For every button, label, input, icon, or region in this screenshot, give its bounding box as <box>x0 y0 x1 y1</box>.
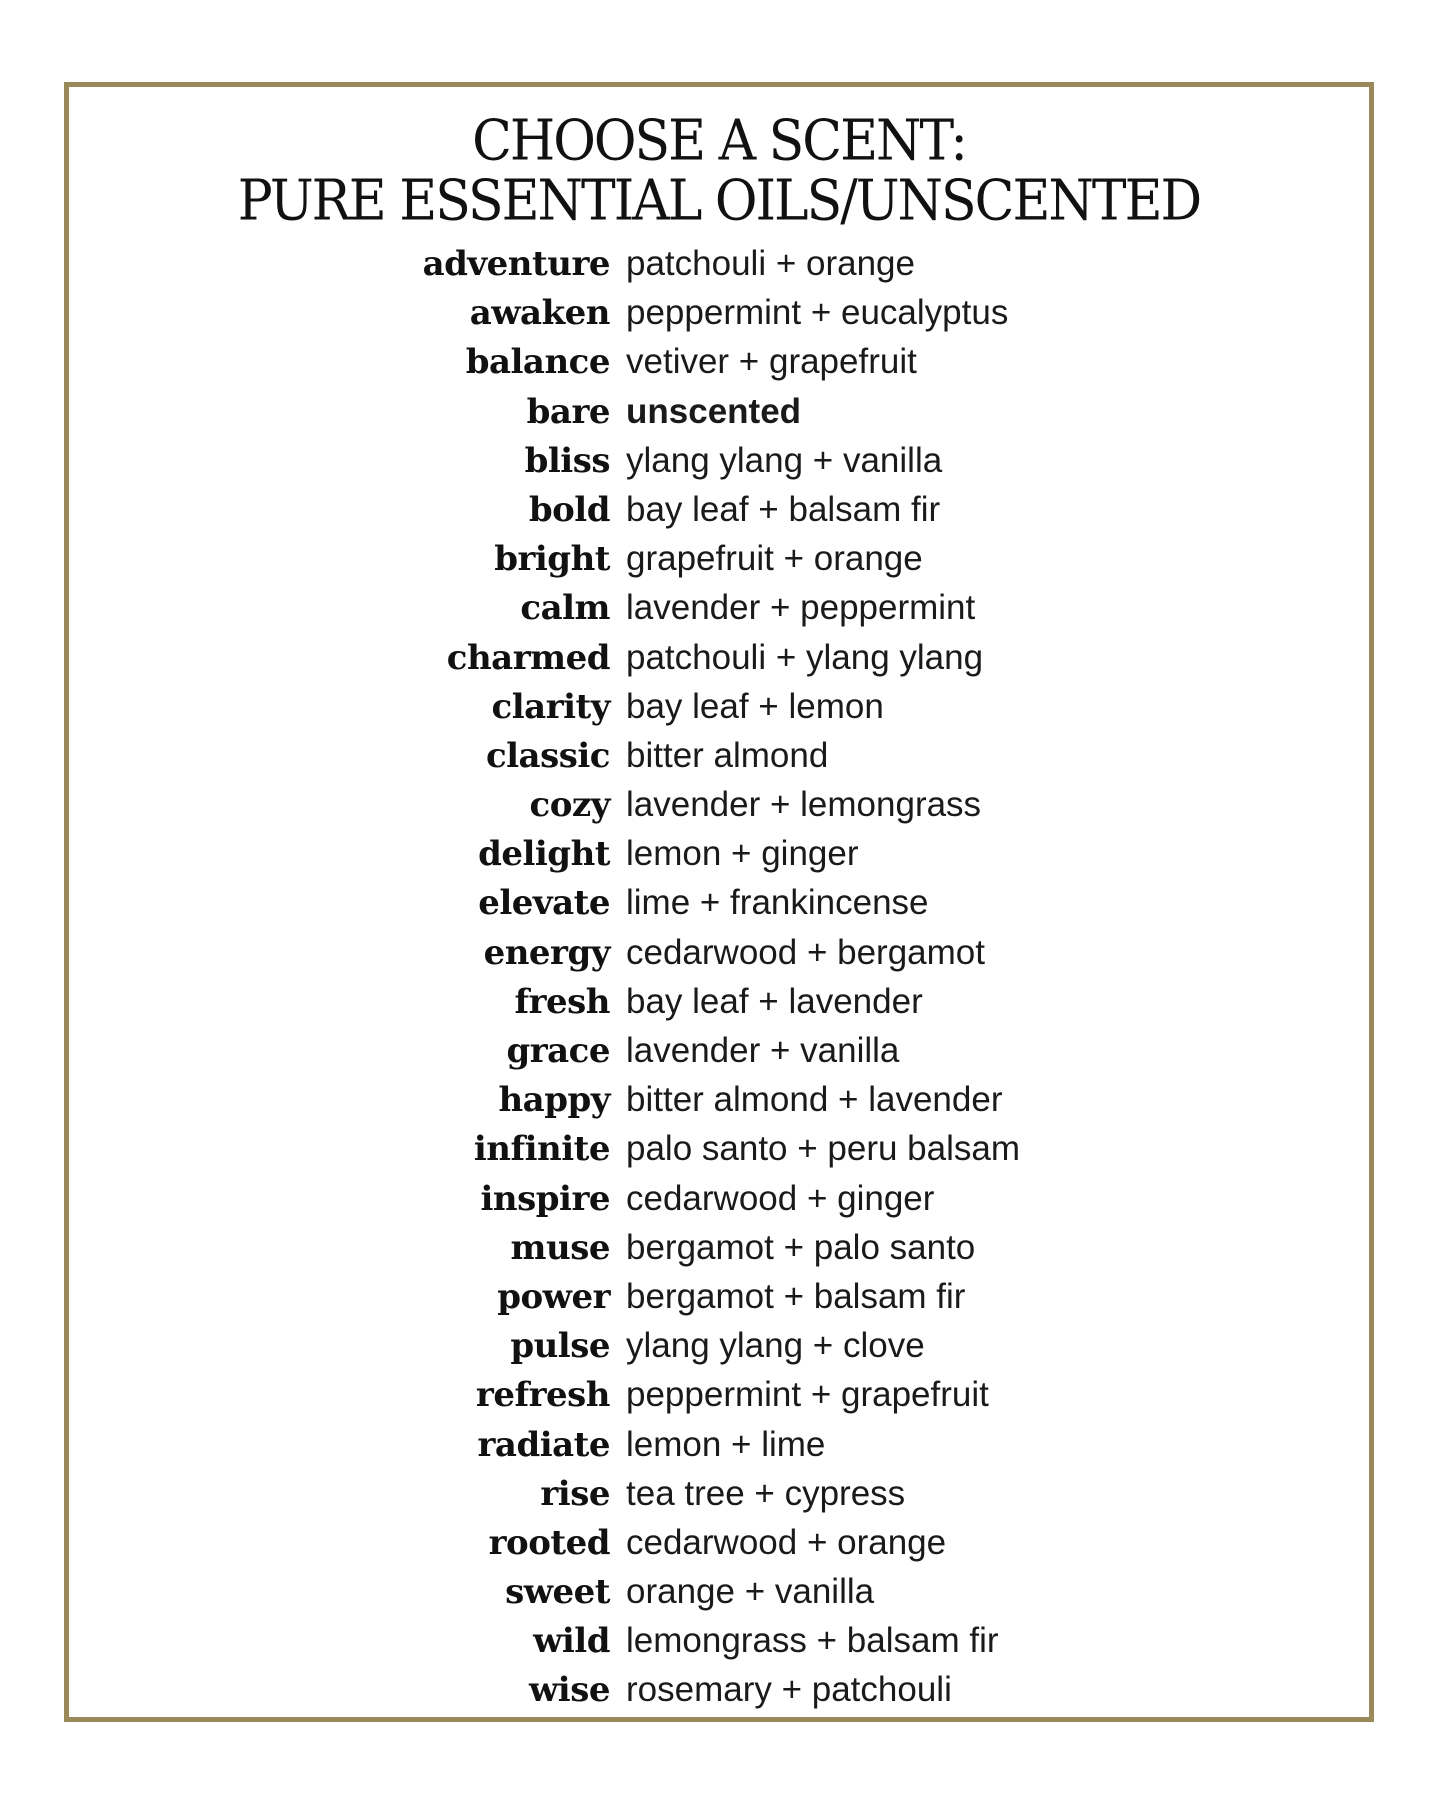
scent-name: bright <box>494 539 610 580</box>
scent-name: radiate <box>477 1424 610 1465</box>
scent-oils: cedarwood + orange <box>626 1522 947 1562</box>
scent-row <box>69 534 1369 583</box>
scent-row <box>69 682 1369 731</box>
scent-row <box>69 1075 1369 1124</box>
scent-oils: vetiver + grapefruit <box>626 342 917 382</box>
scent-name: inspire <box>480 1178 610 1219</box>
scent-row <box>69 977 1369 1026</box>
scent-row <box>69 780 1369 829</box>
scent-oils: patchouli + orange <box>626 244 915 283</box>
scent-name: delight <box>478 834 610 875</box>
scent-row <box>69 1272 1369 1321</box>
scent-row <box>69 583 1369 632</box>
scent-row <box>69 288 1369 337</box>
scent-row <box>69 1665 1369 1714</box>
scent-row <box>69 633 1369 682</box>
scent-list <box>69 239 1369 1715</box>
scent-row <box>69 1469 1369 1518</box>
scent-oils: lemongrass + balsam fir <box>626 1621 999 1661</box>
scent-oils: palo santo + peru balsam <box>626 1129 1021 1169</box>
scent-name: classic <box>485 735 610 776</box>
scent-oils: tea tree + cypress <box>626 1473 906 1513</box>
scent-name: bare <box>526 391 610 432</box>
scent-name: power <box>497 1276 610 1317</box>
scent-oils: unscented <box>626 391 802 431</box>
scent-name: refresh <box>475 1375 610 1416</box>
scent-name: calm <box>520 588 610 629</box>
scent-card-frame <box>64 82 1374 1722</box>
scent-name: muse <box>510 1227 610 1268</box>
scent-oils: patchouli + ylang ylang <box>626 637 984 677</box>
scent-row <box>69 1420 1369 1469</box>
scent-row <box>69 1124 1369 1173</box>
scent-row <box>69 731 1369 780</box>
scent-name: wild <box>533 1621 610 1662</box>
scent-oils: grapefruit + orange <box>626 539 923 579</box>
scent-name: energy <box>483 932 610 973</box>
scent-row <box>69 878 1369 927</box>
scent-row <box>69 1321 1369 1370</box>
scent-oils: bay leaf + lavender <box>626 981 923 1021</box>
scent-oils: bay leaf + balsam fir <box>626 489 941 529</box>
scent-oils: bitter almond <box>626 735 829 775</box>
scent-name: clarity <box>491 686 610 727</box>
scent-oils: peppermint + eucalyptus <box>626 293 1009 333</box>
scent-row <box>69 436 1369 485</box>
scent-name: bold <box>528 489 610 530</box>
scent-name: awaken <box>469 293 610 334</box>
scent-name: grace <box>506 1031 610 1071</box>
scent-row <box>69 1616 1369 1665</box>
scent-oils: lavender + peppermint <box>626 588 976 628</box>
scent-oils: bitter almond + lavender <box>626 1080 1003 1120</box>
scent-name: adventure <box>422 244 610 284</box>
scent-oils: lemon + ginger <box>626 834 859 874</box>
scent-oils: rosemary + patchouli <box>626 1670 952 1710</box>
scent-row <box>69 829 1369 878</box>
scent-name: bliss <box>524 440 610 481</box>
scent-oils: lavender + vanilla <box>626 1031 900 1070</box>
scent-row <box>69 1370 1369 1419</box>
scent-oils: peppermint + grapefruit <box>626 1375 989 1415</box>
scent-row <box>69 387 1369 436</box>
title-line-1: CHOOSE A SCENT: <box>472 108 966 174</box>
page-title <box>69 108 1369 234</box>
scent-row <box>69 1174 1369 1223</box>
scent-name: cozy <box>529 785 610 826</box>
scent-oils: orange + vanilla <box>626 1572 875 1612</box>
scent-row <box>69 1026 1369 1075</box>
scent-name: fresh <box>514 981 610 1022</box>
scent-row <box>69 1518 1369 1567</box>
scent-oils: lime + frankincense <box>626 883 929 923</box>
scent-oils: cedarwood + bergamot <box>626 932 985 972</box>
scent-oils: ylang ylang + clove <box>626 1326 925 1366</box>
scent-row <box>69 485 1369 534</box>
scent-name: happy <box>498 1080 610 1121</box>
scent-row <box>69 1567 1369 1616</box>
scent-name: rise <box>540 1473 610 1514</box>
scent-name: balance <box>465 342 610 383</box>
scent-row <box>69 239 1369 288</box>
scent-name: infinite <box>473 1129 610 1170</box>
scent-oils: bergamot + palo santo <box>626 1227 976 1267</box>
scent-row <box>69 337 1369 386</box>
scent-name: rooted <box>488 1522 610 1563</box>
scent-name: wise <box>529 1670 610 1711</box>
title-line-2: PURE ESSENTIAL OILS/UNSCENTED <box>237 168 1201 234</box>
scent-oils: cedarwood + ginger <box>626 1178 935 1218</box>
scent-oils: lemon + lime <box>626 1424 826 1464</box>
scent-oils: bergamot + balsam fir <box>626 1276 966 1316</box>
scent-name: sweet <box>505 1572 610 1613</box>
scent-name: charmed <box>446 637 610 678</box>
scent-name: elevate <box>478 883 610 924</box>
scent-name: pulse <box>510 1326 610 1367</box>
scent-oils: bay leaf + lemon <box>626 686 884 726</box>
scent-oils: ylang ylang + vanilla <box>626 440 943 480</box>
scent-row <box>69 1223 1369 1272</box>
scent-row <box>69 928 1369 977</box>
scent-oils: lavender + lemongrass <box>626 785 982 825</box>
